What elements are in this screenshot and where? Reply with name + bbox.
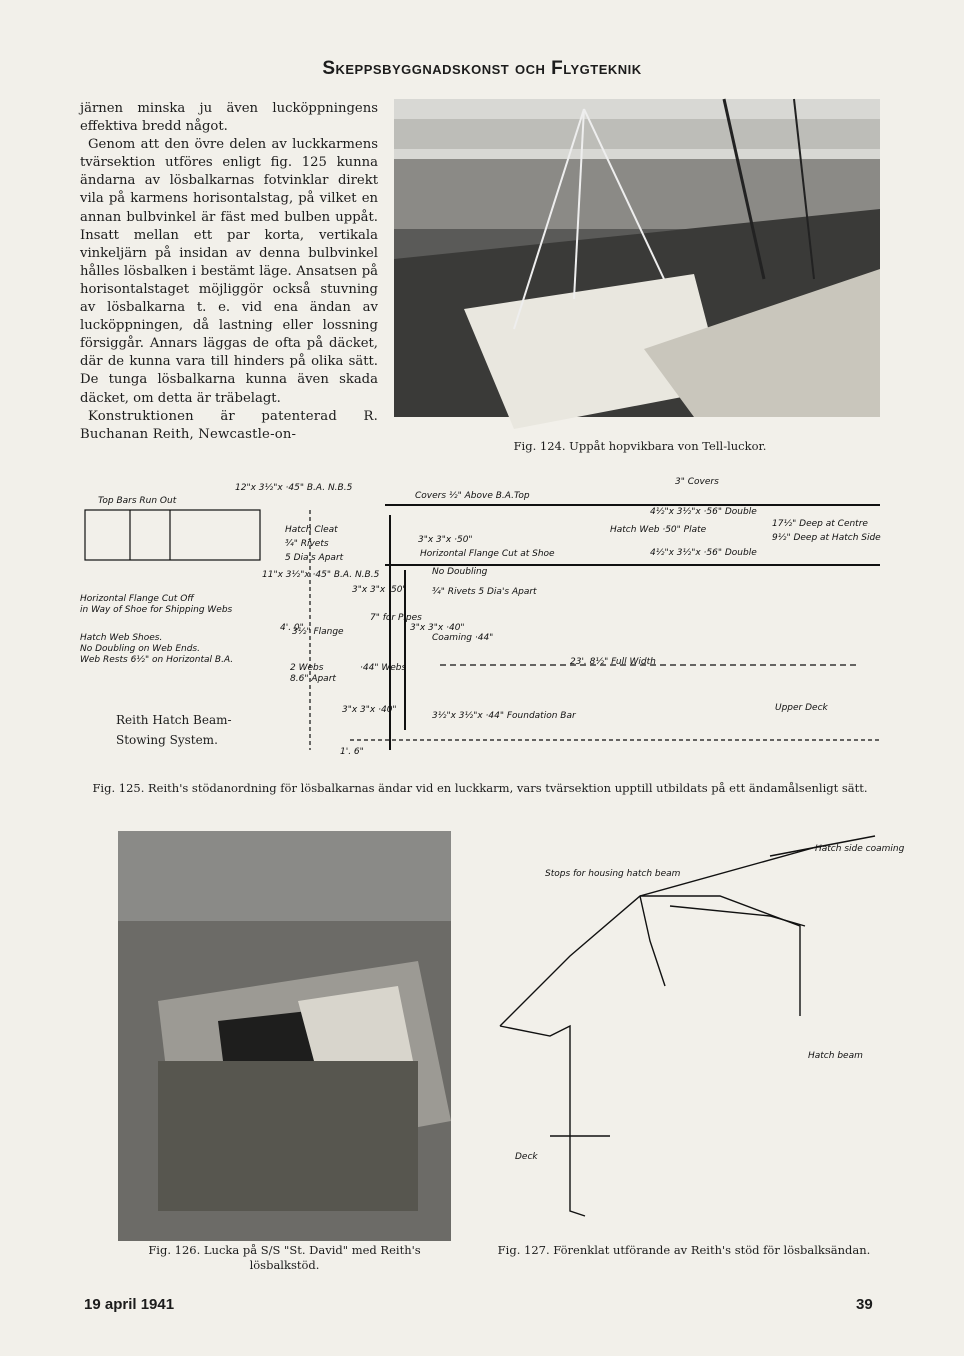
label-covers-above: Covers ½" Above B.A.Top <box>415 491 530 501</box>
label-angle-3x3: 3"x 3"x ·50" <box>418 535 473 545</box>
label-angle-3x3x40: 3"x 3"x ·40" <box>410 623 465 633</box>
label-deep-centre: 17½" Deep at Centre <box>772 519 868 529</box>
label-webs-apart: 8.6" Apart <box>290 674 336 684</box>
fig127-drawing <box>490 836 905 1236</box>
body-text-column <box>80 100 378 444</box>
label-webs-44: ·44" Webs <box>360 663 407 673</box>
label-hatch-cleat: Hatch Cleat <box>285 525 338 535</box>
label-coaming: Coaming ·44" <box>432 633 494 643</box>
label-angle-11: 11"x 3½"x ·45" B.A. N.B.5 <box>262 570 380 580</box>
label-rivets2: ¾" Rivets 5 Dia's Apart <box>432 587 537 597</box>
fig125-caption: Fig. 125. Reith's stödanordning för lösbalkarnas ändar vid en luckkarm, vars tvärsektion upptill utbildats på ett ändamålsenligt sätt. <box>92 781 868 795</box>
label-cut-off-b: in Way of Shoe for Shipping Webs <box>80 605 233 615</box>
label-hatch-web: Hatch Web ·50" Plate <box>610 525 707 535</box>
label-angle-3x3x40b: 3"x 3"x ·40" <box>342 705 397 715</box>
label-for-pipes: 7" for Pipes <box>370 613 422 623</box>
label-cut-off: Horizontal Flange Cut Off <box>80 594 194 604</box>
label-double1: 4½"x 3½"x ·56" Double <box>650 507 757 517</box>
paragraph: järnen minska ju även lucköppningens effektiva bredd något. <box>80 101 378 135</box>
label-rivets1: ¾" Rivets <box>285 539 329 549</box>
label-double2: 4½"x 3½"x ·56" Double <box>650 548 757 558</box>
label-upper-deck: Upper Deck <box>775 703 828 713</box>
label-deep-side: 9½" Deep at Hatch Side <box>772 533 881 543</box>
label-two-webs: 2 Webs <box>290 663 324 673</box>
label-top-bars: Top Bars Run Out <box>98 496 177 506</box>
fig124-caption: Fig. 124. Uppåt hopvikbara von Tell-luckor. <box>513 439 767 453</box>
fig126-caption: Fig. 126. Lucka på S/S "St. David" med Reith's lösbalkstöd. <box>148 1243 421 1272</box>
label-no-doubling: No Doubling <box>432 567 488 577</box>
label-dim-4-0: 4'. 0" <box>280 623 304 633</box>
footer-page-number: 39 <box>856 1296 873 1313</box>
fig124-illustration <box>394 99 880 417</box>
fig125-diagram-title: Reith Hatch Beam- Stowing System. <box>116 713 232 747</box>
fig127-caption: Fig. 127. Förenklat utförande av Reith's stöd för lösbalksändan. <box>497 1243 871 1257</box>
label-stops: Stops for housing hatch beam <box>545 869 681 879</box>
label-full-width: 23'. 8½" Full Width <box>570 657 656 667</box>
label-rivets1b: 5 Dia's Apart <box>285 553 344 563</box>
fig126-illustration <box>118 831 451 1241</box>
label-angle-top: 12"x 3½"x ·45" B.A. N.B.5 <box>235 483 353 493</box>
label-flange: 3½" Flange <box>292 627 344 637</box>
fig124-photo <box>394 99 880 417</box>
label-foundation: 3½"x 3½"x ·44" Foundation Bar <box>432 711 576 721</box>
label-no-doubling-ends: No Doubling on Web Ends. <box>80 644 200 654</box>
label-dim-1-6: 1'. 6" <box>340 747 364 757</box>
label-web-rests: Web Rests 6½" on Horizontal B.A. <box>80 655 234 665</box>
label-angle-small: 3"x 3"x ·50" <box>352 585 407 595</box>
page-header: Skeppsbyggnadskonst och Flygteknik <box>322 58 642 79</box>
label-hatch-beam: Hatch beam <box>808 1051 863 1061</box>
paragraph: Konstruktionen är patenterad R. Buchanan Reith, Newcastle-on- <box>80 408 378 442</box>
fig126-photo <box>118 831 451 1241</box>
label-side-coaming: Hatch side coaming <box>815 844 905 854</box>
label-covers: 3" Covers <box>675 477 719 487</box>
paragraph: Genom att den övre delen av luckkarmens tvärsektion utföres enligt fig. 125 kunna ändarna av lösbalkarnas fotvinklar direkt vila på karmens horisontalstag, på vilket en annan bulbvinkel är fäst med bulben uppåt. Insatt mellan ett par korta, vertikala vinkeljärn på insidan av denna bulbvinkel hålles lösbalken i bestämt läge. Ansatsen på horisontalstaget möjliggör också stuvning av lösbalkarna t. e. vid ena ändan av lucköppningen, då lastning eller lossning försiggår. Annars läggas de ofta på däcket, där de kunna vara till hinders på olika sätt. De tunga lösbalkarna kunna även skada däcket, om detta är träbelagt. <box>80 137 378 406</box>
footer-date: 19 april 1941 <box>84 1296 175 1313</box>
label-horiz-flange: Horizontal Flange Cut at Shoe <box>420 549 555 559</box>
label-deck: Deck <box>515 1152 538 1162</box>
label-shoes: Hatch Web Shoes. <box>80 633 163 643</box>
